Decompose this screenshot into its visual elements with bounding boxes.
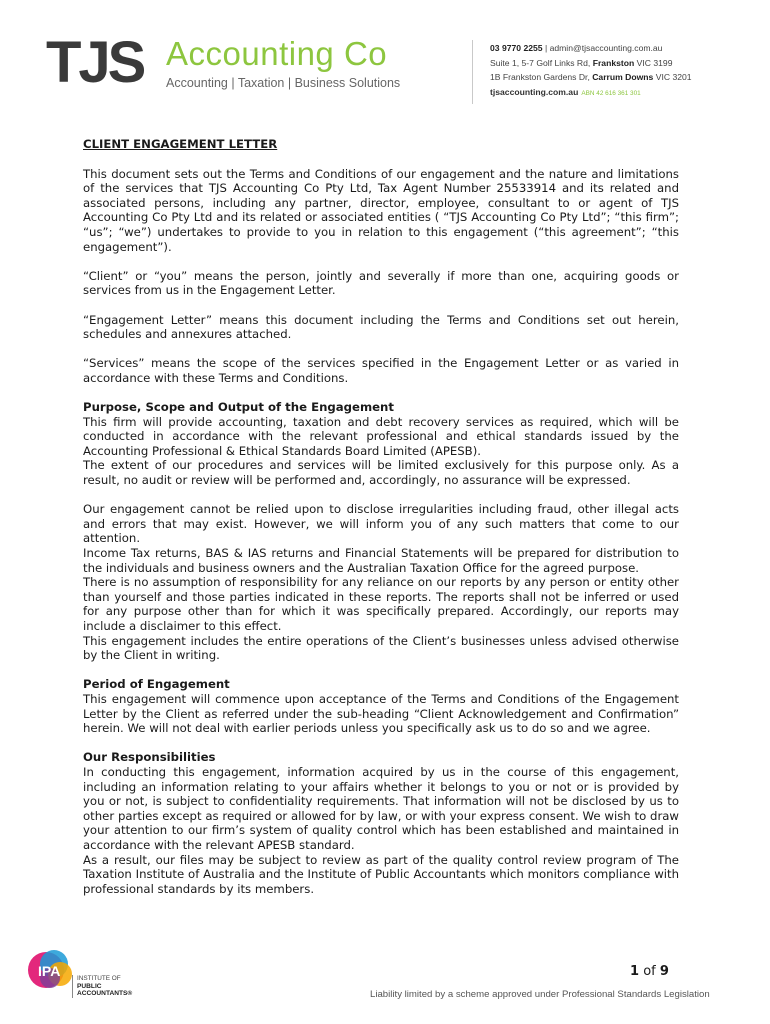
website: tjsaccounting.com.au [490,86,579,97]
liability-note: Liability limited by a scheme approved under Professional Standards Legislation [370,989,710,1000]
letter-body [83,137,679,896]
document-title: CLIENT ENGAGEMENT LETTER [83,137,278,151]
contact-separator: | [544,43,548,53]
page-of: of [643,964,656,979]
contact-line-address-2 [490,70,692,85]
contact-line-address-1 [490,56,692,71]
address-2-suburb: Carrum Downs [592,72,654,83]
page-current: 1 [630,964,640,979]
address-1-suburb: Frankston [592,57,635,68]
address-2-street: 1B Frankston Gardens Dr, [490,72,593,83]
company-name: Accounting Co [166,35,388,72]
ipa-name-line: PUBLIC [77,982,102,990]
purpose-paragraph: There is no assumption of responsibility for any reliance on our reports by any person or entity other than yourself and those parties indicated in these reports. The reports shall not be inferred or used for any purpose other than for which it was specifically prepared. Accordingly, our reports may include a disclaimer to this effect. [83,575,679,633]
phone-number: 03 9770 2255 [490,43,543,53]
company-tagline: Accounting | Taxation | Business Solutions [166,76,401,90]
purpose-paragraph: This engagement includes the entire operations of the Client’s businesses unless advised otherwise by the Client in writing. [83,633,679,663]
intro-paragraph: “Services” means the scope of the services specified in the Engagement Letter or as varied in accordance with these Terms and Conditions. [83,356,679,385]
responsibilities-paragraph: In conducting this engagement, information acquired by us in the course of this engagement, including an information relating to your affairs whether it belongs to you or not or is provided by you or not, is subject to confidentiality requirements. That information will not be disclosed by us to other parties except as required or allowed for by law, or with your express consent. We wish to draw your attention to our firm’s system of quality control which has been established and maintained in accordance with the relevant APESB standard. [83,764,679,852]
address-1-street: Suite 1, 5-7 Golf Links Rd, [490,57,593,68]
email-address: admin@tjsaccounting.com.au [549,43,663,53]
abn-number: ABN 42 616 361 301 [581,89,641,97]
address-1-state: VIC 3199 [634,57,673,68]
contact-line-phone-email [490,41,692,56]
section-heading-purpose: Purpose, Scope and Output of the Engagement [83,400,394,415]
letterhead [0,0,770,120]
purpose-paragraph: Our engagement cannot be relied upon to disclose irregularities including fraud, other illegal acts and errors that may exist. However, we will inform you of any such matters that come to our attention. [83,502,679,546]
section-heading-period: Period of Engagement [83,677,230,692]
address-2-state: VIC 3201 [653,72,692,83]
ipa-logo-text: IPA [38,963,61,979]
ipa-name-line: ACCOUNTANTS® [77,990,133,998]
section-heading-responsibilities: Our Responsibilities [83,750,216,765]
responsibilities-paragraph: As a result, our files may be subject to review as part of the quality control review program of The Taxation Institute of Australia and the Institute of Public Accountants which monitors compliance with professional standards by its members. [83,852,679,896]
ipa-name [72,975,132,998]
intro-paragraph: “Client” or “you” means the person, jointly and severally if more than one, acquiring goods or services from us in the Engagement Letter. [83,268,679,298]
header-divider [472,40,473,104]
contact-block [490,41,692,101]
intro-paragraph: This document sets out the Terms and Conditions of our engagement and the nature and limitations of the services that TJS Accounting Co Pty Ltd, Tax Agent Number 25533914 and its related and associated persons, including any partner, director, employee, consultant to or agent of TJS Accounting Co Pty Ltd and its related or associated entities ( “TJS Accounting Co Pty Ltd”; “this firm”; “us”; “we”) undertakes to provide to you in relation to this engagement (“this agreement”; “this engagement”). [83,166,679,254]
purpose-paragraph: Income Tax returns, BAS & IAS returns and Financial Statements will be prepared for distribution to the individuals and business owners and the Australian Taxation Office for the agreed purpose. [83,546,679,575]
page-total: 9 [659,964,669,979]
page-number [630,964,669,979]
purpose-paragraph: The extent of our procedures and services will be limited exclusively for this purpose only. As a result, no audit or review will be performed and, accordingly, no assurance will be expressed. [83,458,679,488]
company-logo-mark: TJS [46,30,144,95]
contact-line-web [490,85,692,102]
intro-paragraph: “Engagement Letter” means this document including the Terms and Conditions set out herein, schedules and annexures attached. [83,312,679,342]
purpose-paragraph: This firm will provide accounting, taxation and debt recovery services as required, which will be conducted in accordance with the relevant professional and ethical standards issued by the Accounting Professional & Ethical Standards Board Limited (APESB). [83,414,679,458]
ipa-name-line: INSTITUTE OF [77,975,121,982]
period-paragraph: This engagement will commence upon acceptance of the Terms and Conditions of the Engagement Letter by the Client as referred under the sub-heading “Client Acknowledgement and Confirmation” herein. We will not deal with earlier periods unless you specifically ask us to do so and we agree. [83,691,679,736]
